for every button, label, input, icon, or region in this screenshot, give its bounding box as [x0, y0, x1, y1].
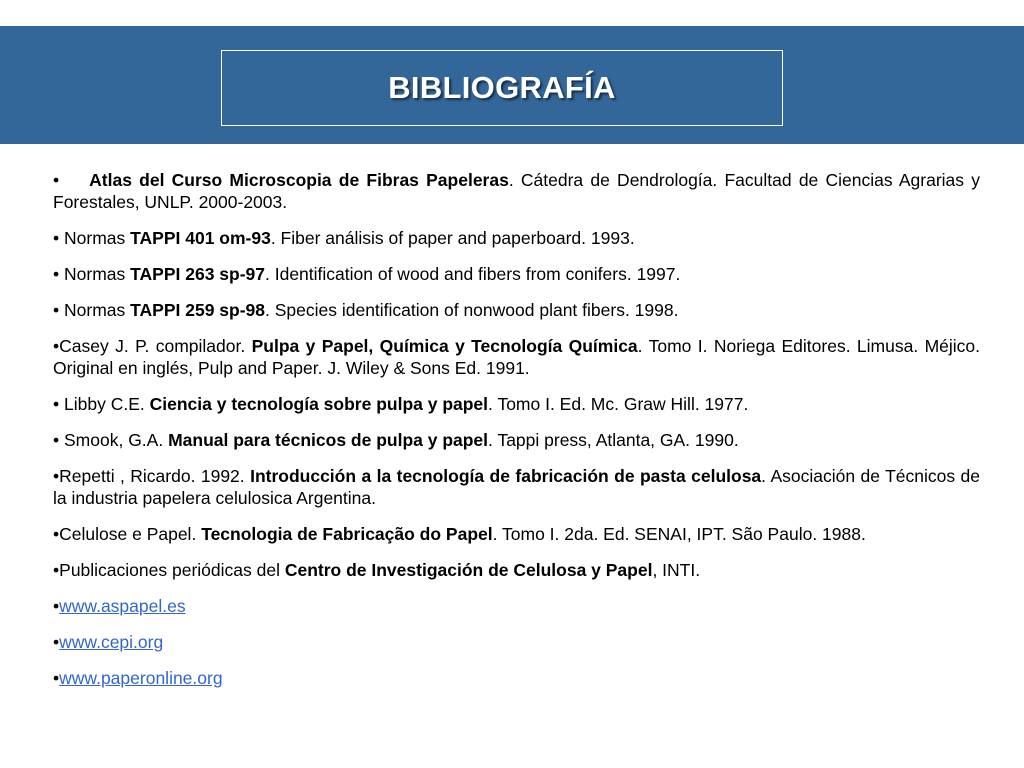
bullet: • [53, 170, 60, 190]
entry-prefix: Smook, G.A. [59, 430, 169, 450]
bibliography-entry-inti [53, 559, 980, 581]
bibliography-entry-repetti [53, 465, 980, 509]
bibliography-entry-casey [53, 335, 980, 379]
entry-prefix: Publicaciones periódicas del [59, 560, 285, 580]
bibliography-entry-celulose [53, 523, 980, 545]
link-item-paperonline [53, 667, 980, 689]
entry-title: Manual para técnicos de pulpa y papel [168, 430, 489, 450]
bullet: • [53, 632, 60, 652]
entry-details: . Tomo I. Noriega Editores. Limusa. Méjico. Original en inglés, Pulp and Paper. J. Wiley & Sons Ed. 1991. [53, 336, 980, 378]
bullet: • [53, 596, 60, 616]
entry-title: Ciencia y tecnología sobre pulpa y papel [149, 394, 489, 414]
entry-title: TAPPI 259 sp-98 [130, 300, 265, 320]
entry-details: . Fiber análisis of paper and paperboard. 1993. [270, 228, 635, 248]
entry-prefix: Casey J. P. compilador. [59, 336, 252, 356]
link-aspapel[interactable]: www.aspapel.es [59, 596, 186, 616]
link-item-cepi [53, 631, 980, 653]
entry-prefix: Normas [59, 264, 131, 284]
page-title: BIBLIOGRAFÍA [388, 70, 616, 105]
link-cepi[interactable]: www.cepi.org [59, 632, 164, 652]
bullet: • [53, 264, 60, 284]
bullet: • [53, 466, 60, 486]
bullet: • [53, 430, 60, 450]
bullet: • [53, 668, 60, 688]
bibliography-entry-tappi-263 [53, 263, 980, 285]
entry-title: Pulpa y Papel, Química y Tecnología Química [251, 336, 638, 356]
title-box [221, 50, 783, 126]
entry-title: TAPPI 263 sp-97 [130, 264, 265, 284]
bullet: • [53, 336, 60, 356]
entry-details: . Tomo I. 2da. Ed. SENAI, IPT. São Paulo. 1988. [492, 524, 866, 544]
entry-details: . Cátedra de Dendrología. Facultad de Ciencias Agrarias y Forestales, UNLP. 2000-2003. [53, 170, 980, 212]
entry-title: Introducción a la tecnología de fabricación de pasta celulosa [250, 466, 762, 486]
entry-details: , INTI. [652, 560, 701, 580]
entry-title: Tecnologia de Fabricação do Papel [201, 524, 493, 544]
bibliography-entry-tappi-401 [53, 227, 980, 249]
entry-title: TAPPI 401 om-93 [130, 228, 271, 248]
entry-details: . Tomo I. Ed. Mc. Graw Hill. 1977. [488, 394, 749, 414]
bullet: • [53, 300, 60, 320]
bibliography-list [53, 169, 980, 703]
entry-prefix: Repetti , Ricardo. 1992. [59, 466, 251, 486]
entry-prefix: Celulose e Papel. [59, 524, 202, 544]
entry-title: Centro de Investigación de Celulosa y Papel [284, 560, 653, 580]
bibliography-entry-smook [53, 429, 980, 451]
bullet: • [53, 228, 60, 248]
link-paperonline[interactable]: www.paperonline.org [59, 668, 223, 688]
entry-prefix: Normas [59, 228, 131, 248]
bibliography-entry-tappi-259 [53, 299, 980, 321]
bibliography-entry-atlas [53, 169, 980, 213]
link-item-aspapel [53, 595, 980, 617]
entry-prefix: Normas [59, 300, 131, 320]
entry-details: . Asociación de Técnicos de la industria papelera celulosica Argentina. [53, 466, 981, 508]
entry-details: . Species identification of nonwood plant fibers. 1998. [265, 300, 679, 320]
bullet: • [53, 560, 60, 580]
bullet: • [53, 394, 60, 414]
entry-prefix: Libby C.E. [59, 394, 150, 414]
entry-details: . Tappi press, Atlanta, GA. 1990. [488, 430, 739, 450]
entry-title: Atlas del Curso Microscopia de Fibras Papeleras [89, 170, 509, 190]
entry-details: . Identification of wood and fibers from conifers. 1997. [265, 264, 681, 284]
bibliography-entry-libby [53, 393, 980, 415]
bullet: • [53, 524, 60, 544]
